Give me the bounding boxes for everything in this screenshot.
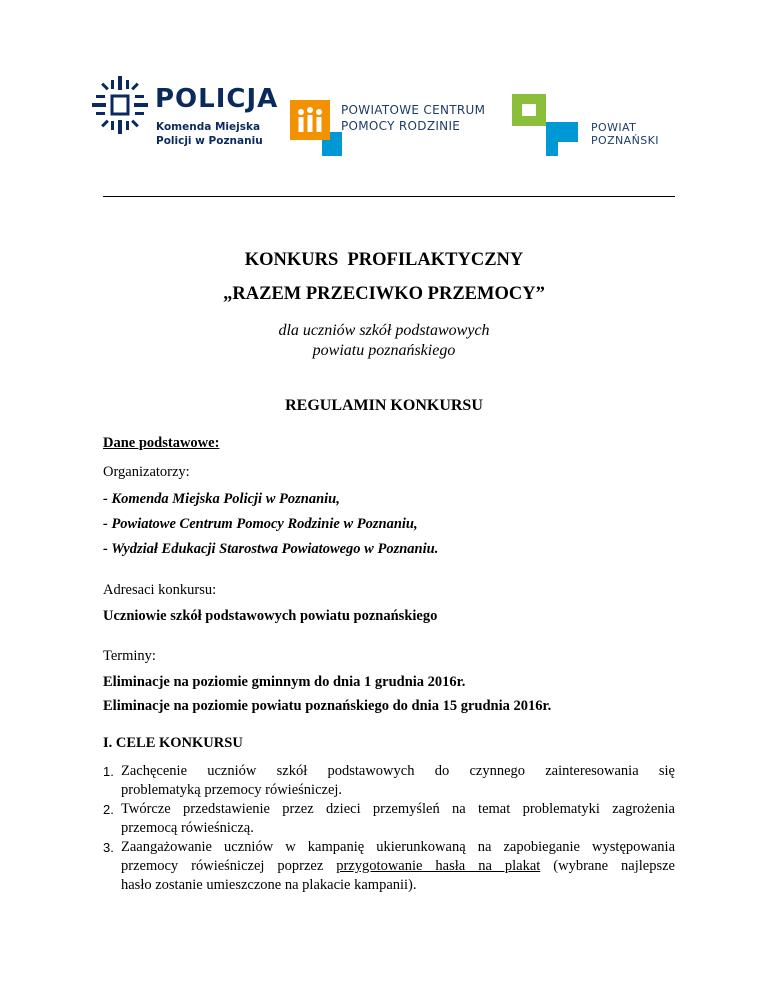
pcpr-name: POWIATOWE CENTRUM POMOCY RODZINIE xyxy=(341,103,486,133)
basic-data-heading: Dane podstawowe: xyxy=(103,435,220,451)
police-star-icon xyxy=(92,76,148,134)
list-item: 3. Zaangażowanie uczniów w kampanię ukierunkowaną na zapobieganie występowania przemocy rówieśniczej poprzez przygotowanie hasła na plakat (wybrane najlepsze hasło zostanie umieszczone na plakacie kampanii). xyxy=(103,839,675,893)
goals-list xyxy=(103,762,675,895)
powiat-name: POWIAT POZNAŃSKI xyxy=(591,121,659,147)
contest-title: KONKURS PROFILAKTYCZNY xyxy=(244,250,524,270)
list-item-number: 3. xyxy=(103,840,114,855)
organizer-item: - Komenda Miejska Policji w Poznaniu, xyxy=(103,491,340,507)
organizers-label: Organizatorzy: xyxy=(103,464,190,480)
addressees-label: Adresaci konkursu: xyxy=(103,582,217,598)
contest-name: „RAZEM PRZECIWKO PRZEMOCY” xyxy=(223,284,545,304)
list-item: 2. Twórcze przedstawienie przez dzieci przemyśleń na temat problematyki zagrożenia przemocą rówieśniczą. xyxy=(103,801,675,836)
organizer-item: - Wydział Edukacji Starostwa Powiatowego w Poznaniu. xyxy=(103,541,439,557)
family-icon xyxy=(290,100,342,156)
goals-heading: I. CELE KONKURSU xyxy=(103,735,243,751)
contest-subtitle-line1: dla uczniów szkół podstawowych xyxy=(278,322,490,339)
powiat-logo-icon xyxy=(512,94,578,156)
list-item: 1. Zachęcenie uczniów szkół podstawowych do czynnego zainteresowania się problematyką przemocy rówieśniczej. xyxy=(103,763,675,798)
addressees-value: Uczniowie szkół podstawowych powiatu poznańskiego xyxy=(103,608,438,624)
list-item-number: 1. xyxy=(103,764,114,779)
logo-bar xyxy=(0,0,768,190)
header-divider xyxy=(103,196,675,197)
powiat-logo xyxy=(512,94,712,156)
policja-logo xyxy=(92,76,279,147)
deadline-item: Eliminacje na poziomie gminnym do dnia 1 grudnia 2016r. xyxy=(103,674,466,690)
list-item-number: 2. xyxy=(103,802,114,817)
organizer-item: - Powiatowe Centrum Pomocy Rodzinie w Poznaniu, xyxy=(103,516,418,532)
policja-title: POLICJA xyxy=(155,84,279,114)
deadline-item: Eliminacje na poziomie powiatu poznańskiego do dnia 15 grudnia 2016r. xyxy=(103,698,552,714)
pcpr-logo xyxy=(290,100,520,160)
policja-subtitle: Komenda Miejska Policji w Poznaniu xyxy=(156,121,263,147)
regulations-heading: REGULAMIN KONKURSU xyxy=(285,397,483,414)
deadlines-label: Terminy: xyxy=(103,648,156,664)
contest-subtitle-line2: powiatu poznańskiego xyxy=(312,342,456,359)
